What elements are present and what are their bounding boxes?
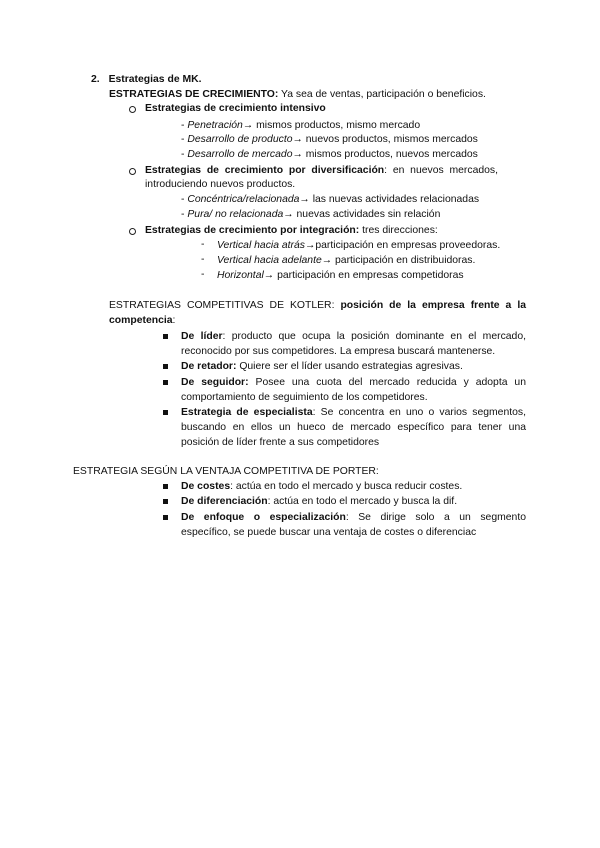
arrow: → <box>263 270 275 281</box>
kotler-heading-colon: : <box>172 315 176 326</box>
square-bullet <box>163 484 168 489</box>
item-desc: : actúa en todo el mercado y busca la dif. <box>267 496 458 507</box>
kotler-item-cont <box>181 421 526 435</box>
integracion-desc: tres direcciones: <box>362 225 438 236</box>
item-term: De costes <box>181 481 231 492</box>
item-term: De retador: <box>181 361 237 372</box>
arrow: → <box>299 194 310 205</box>
porter-item-cont <box>181 526 476 540</box>
kotler-item <box>181 406 526 420</box>
item-desc: comportamiento de seguimiento de los competidores. <box>181 392 428 403</box>
section-number: 2. <box>91 74 100 85</box>
diversificacion-item: - Concéntrica/relacionada→ las nuevas actividades relacionadas <box>181 194 480 205</box>
item-desc: participación en empresas competidoras <box>277 270 464 281</box>
item-term: De seguidor: <box>181 377 249 388</box>
diversificacion-desc-1: : en nuevos mercados, <box>384 165 498 176</box>
arrow: → <box>304 240 316 251</box>
intensivo-item: - Penetración→ mismos productos, mismo mercado <box>181 120 421 131</box>
dash-bullet: - <box>201 254 205 265</box>
item-desc: reconocido por sus competidores. La empresa buscará mantenerse. <box>181 346 496 357</box>
kotler-item-cont <box>181 345 495 359</box>
item-desc: : actúa en todo el mercado y busca reducir costes. <box>230 481 463 492</box>
item-desc: participación en empresas proveedoras. <box>315 240 501 251</box>
item-desc: buscando en ellos un hueco de mercado específico para tener una <box>181 422 526 433</box>
item-term: Vertical hacia atrás <box>217 240 305 251</box>
item-desc: : Se dirige solo a un segmento <box>345 512 526 523</box>
diversificacion-desc-line <box>145 178 295 192</box>
item-term: De líder <box>181 331 223 342</box>
item-desc: posición de líder frente a sus competidores <box>181 437 380 448</box>
crecimiento-heading-label: ESTRATEGIAS DE CRECIMIENTO: <box>109 89 279 100</box>
intensivo-item: - Desarrollo de mercado→ mismos productos, nuevos mercados <box>181 149 478 160</box>
circle-bullet <box>129 106 136 113</box>
diversificacion-title <box>145 164 498 178</box>
integracion-item <box>217 239 500 253</box>
item-term: De enfoque o especialización <box>181 512 346 523</box>
diversificacion-item: - Pura/ no relacionada→ nuevas actividades sin relación <box>181 209 441 220</box>
kotler-heading-label: ESTRATEGIAS COMPETITIVAS DE KOTLER: <box>109 300 335 311</box>
item-term: Penetración <box>187 120 243 131</box>
diversificacion-title-text: Estrategias de crecimiento por diversificación <box>145 165 385 176</box>
item-term: Pura/ no relacionada <box>187 209 284 220</box>
kotler-item <box>181 330 526 344</box>
intensivo-title-text: Estrategias de crecimiento intensivo <box>145 103 326 114</box>
kotler-item <box>181 360 463 374</box>
item-desc: : producto que ocupa la posición dominante en el mercado, <box>222 331 526 342</box>
arrow: → <box>292 134 303 145</box>
dash-bullet: - <box>201 239 205 250</box>
item-desc: : Se concentra en uno o varios segmentos, <box>312 407 526 418</box>
item-desc: Posee una cuota del mercado reducida y adopta un <box>248 377 526 388</box>
kotler-item <box>181 376 526 390</box>
integracion-item <box>217 269 464 283</box>
item-term: Concéntrica/relacionada <box>187 194 300 205</box>
item-desc: las nuevas actividades relacionadas <box>312 194 480 205</box>
item-desc: nuevos productos, mismos mercados <box>305 134 478 145</box>
kotler-heading-bold: posición de la empresa frente a la <box>340 300 526 311</box>
section-title: Estrategias de MK. <box>108 74 202 85</box>
item-desc: mismos productos, mismo mercado <box>256 120 421 131</box>
integracion-item <box>217 254 475 268</box>
porter-heading-text: ESTRATEGIA SEGÚN LA VENTAJA COMPETITIVA DE PORTER: <box>73 466 379 477</box>
kotler-item-cont <box>181 391 428 405</box>
porter-item <box>181 495 457 509</box>
dash-bullet: - <box>201 269 205 280</box>
integracion-title <box>145 224 438 238</box>
square-bullet <box>163 410 168 415</box>
square-bullet <box>163 499 168 504</box>
arrow: → <box>242 120 254 131</box>
square-bullet <box>163 380 168 385</box>
porter-item <box>181 480 462 494</box>
item-desc: específico, se puede buscar una ventaja de costes o diferenciac <box>181 527 477 538</box>
kotler-item-cont <box>181 436 379 450</box>
circle-bullet <box>129 168 136 175</box>
item-term: Desarrollo de producto <box>187 134 293 145</box>
circle-bullet <box>129 228 136 235</box>
porter-item <box>181 511 526 525</box>
intensivo-item: - Desarrollo de producto→ nuevos productos, mismos mercados <box>181 134 478 145</box>
item-term: De diferenciación <box>181 496 268 507</box>
kotler-heading-bold-2: competencia <box>109 315 173 326</box>
item-term: Horizontal <box>217 270 264 281</box>
item-desc: mismos productos, nuevos mercados <box>305 149 478 160</box>
integracion-title-text: Estrategias de crecimiento por integración: <box>145 225 360 236</box>
item-desc: participación en distribuidoras. <box>335 255 476 266</box>
diversificacion-desc-2: introduciendo nuevos productos. <box>145 179 296 190</box>
section-heading <box>91 73 202 87</box>
item-desc: nuevas actividades sin relación <box>296 209 441 220</box>
arrow: → <box>283 209 294 220</box>
item-term: Estrategia de especialista <box>181 407 313 418</box>
kotler-heading-cont <box>109 314 175 328</box>
porter-heading <box>73 465 379 479</box>
square-bullet <box>163 364 168 369</box>
intensivo-title <box>145 102 326 116</box>
crecimiento-heading-desc: Ya sea de ventas, participación o beneficios. <box>281 89 486 100</box>
arrow: → <box>321 255 333 266</box>
crecimiento-heading <box>109 88 486 102</box>
square-bullet <box>163 334 168 339</box>
item-desc: Quiere ser el líder usando estrategias agresivas. <box>236 361 463 372</box>
item-term: Vertical hacia adelante <box>217 255 322 266</box>
arrow: → <box>292 149 303 160</box>
item-term: Desarrollo de mercado <box>187 149 293 160</box>
kotler-heading <box>109 299 526 313</box>
square-bullet <box>163 515 168 520</box>
